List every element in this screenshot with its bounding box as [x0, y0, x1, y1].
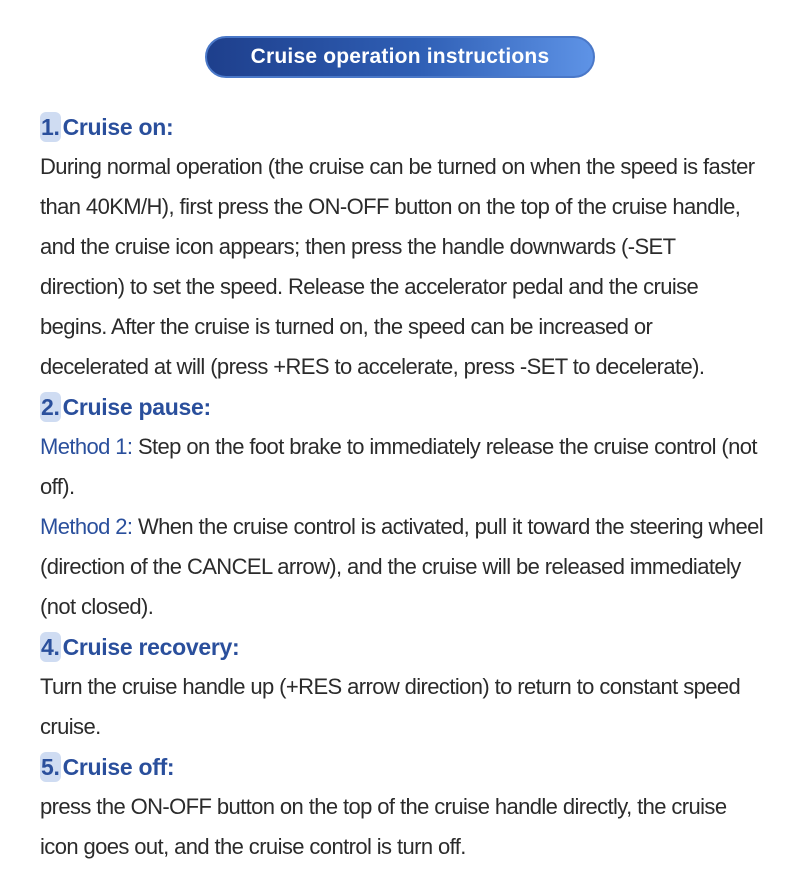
section-heading-cruise-pause	[40, 387, 765, 427]
section-number: 4.	[41, 634, 60, 660]
section-text-cruise-on: During normal operation (the cruise can be turned on when the speed is faster than 40KM/H), first press the ON-OFF button on the top of the cruise handle, and the cruise icon appears; then press the handle downwards (-SET direction) to set the speed. Release the accelerator pedal and the cruise begins. After the cruise is turned on, the speed can be increased or decelerated at will (press +RES to accelerate, press -SET to decelerate).	[40, 154, 755, 379]
section-title: Cruise on:	[62, 114, 174, 140]
section-number: 5.	[41, 754, 60, 780]
page-title: Cruise operation instructions	[205, 36, 595, 78]
instructions-content	[40, 107, 765, 867]
title-banner	[205, 36, 595, 78]
method-2-label: Method 2:	[40, 514, 133, 539]
section-heading-cruise-recovery	[40, 627, 765, 667]
method-1-paragraph	[40, 427, 765, 507]
method-2-text: When the cruise control is activated, pull it toward the steering wheel (direction of the CANCEL arrow), and the cruise will be released immediately (not closed).	[40, 514, 764, 619]
section-number: 2.	[41, 394, 60, 420]
method-1-label: Method 1:	[40, 434, 133, 459]
section-title: Cruise recovery:	[62, 634, 240, 660]
section-heading-cruise-off	[40, 747, 765, 787]
section-number: 1.	[41, 114, 60, 140]
section-text-cruise-off: press the ON-OFF button on the top of the cruise handle directly, the cruise icon goes out, and the cruise control is turn off.	[40, 794, 727, 859]
section-title: Cruise pause:	[62, 394, 211, 420]
section-text-cruise-recovery: Turn the cruise handle up (+RES arrow direction) to return to constant speed cruise.	[40, 674, 741, 739]
method-1-text: Step on the foot brake to immediately release the cruise control (not off).	[40, 434, 757, 499]
section-title: Cruise off:	[62, 754, 175, 780]
method-2-paragraph	[40, 507, 765, 627]
section-heading-cruise-on	[40, 107, 765, 147]
